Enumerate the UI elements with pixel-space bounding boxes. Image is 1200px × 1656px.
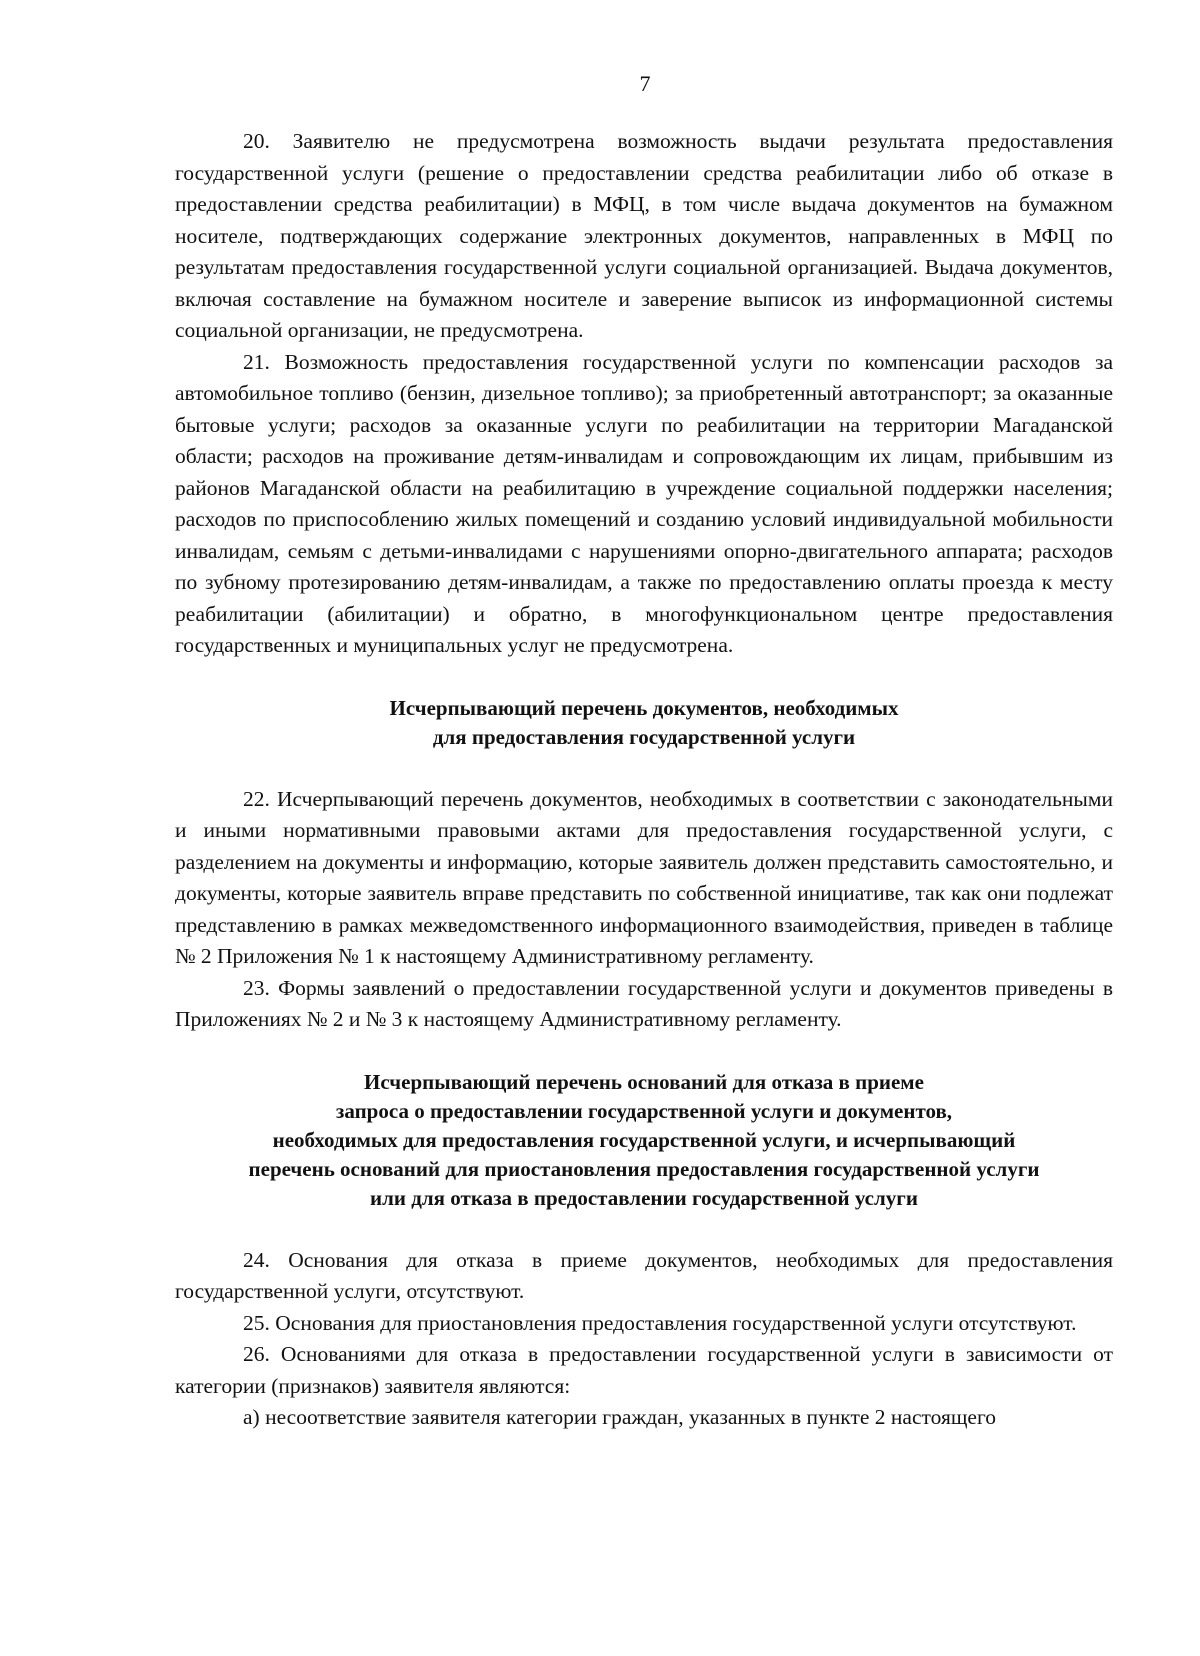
heading-line: Исчерпывающий перечень документов, необходимых: [389, 695, 899, 720]
paragraph-21: 21. Возможность предоставления государственной услуги по компенсации расходов за автомобильное топливо (бензин, дизельное топливо); за приобретенный автотранспорт; за оказанные бытовые услуги; расходов за оказанные услуги по реабилитации на территории Магаданской области; расходов на проживание детям-инвалидам и сопровождающим их лицам, прибывшим из районов Магаданской области на реабилитацию в учреждение социальной поддержки населения; расходов по приспособлению жилых помещений и созданию условий индивидуальной мобильности инвалидам, семьям с детьми-инвалидами с нарушениями опорно-двигательного аппарата; расходов по зубному протезированию детям-инвалидам, а также по предоставлению оплаты проезда к месту реабилитации (абилитации) и обратно, в многофункциональном центре предоставления государственных и муниципальных услуг не предусмотрена.: [175, 349, 1113, 657]
heading-line: Исчерпывающий перечень оснований для отказа в приеме: [364, 1069, 924, 1094]
heading-line: или для отказа в предоставлении государственной услуги: [370, 1185, 918, 1210]
heading-line: запроса о предоставлении государственной услуги и документов,: [335, 1098, 953, 1123]
section-heading-documents: [175, 694, 1113, 752]
paragraph-26-item-a: а) несоответствие заявителя категории граждан, указанных в пункте 2 настоящего: [243, 1405, 996, 1429]
paragraph-23: 23. Формы заявлений о предоставлении государственной услуги и документов приведены в Приложениях № 2 и № 3 к настоящему Административному регламенту.: [175, 975, 1113, 1031]
paragraph-22: 22. Исчерпывающий перечень документов, необходимых в соответствии с законодательными и иными нормативными правовыми актами для предоставления государственной услуги, с разделением на документы и информацию, которые заявитель должен представить самостоятельно, и документы, которые заявитель вправе представить по собственной инициативе, так как они подлежат представлению в рамках межведомственного информационного взаимодействия, приведен в таблице № 2 Приложения № 1 к настоящему Административному регламенту.: [175, 786, 1113, 968]
page-body: [175, 126, 1113, 1434]
paragraph-20: 20. Заявителю не предусмотрена возможность выдачи результата предоставления государственной услуги (решение о предоставлении средства реабилитации либо об отказе в предоставлении средства реабилитации) в МФЦ, в том числе выдача документов на бумажном носителе, подтверждающих содержание электронных документов, направленных в МФЦ по результатам предоставления государственной услуги социальной организацией. Выдача документов, включая составление на бумажном носителе и заверение выписок из информационной системы социальной организации, не предусмотрена.: [175, 129, 1113, 342]
paragraph-25: 25. Основания для приостановления предоставления государственной услуги отсутствуют.: [243, 1310, 1077, 1335]
paragraph-26: 26. Основаниями для отказа в предоставлении государственной услуги в зависимости от категории (признаков) заявителя являются:: [175, 1342, 1113, 1398]
paragraph-24: 24. Основания для отказа в приеме документов, необходимых для предоставления государственной услуги, отсутствуют.: [175, 1247, 1113, 1303]
page-number: 7: [639, 71, 651, 96]
section-heading-refusal-grounds: [175, 1068, 1113, 1213]
heading-line: необходимых для предоставления государственной услуги, и исчерпывающий: [272, 1127, 1016, 1152]
heading-line: перечень оснований для приостановления предоставления государственной услуги: [248, 1156, 1040, 1181]
heading-line: для предоставления государственной услуги: [432, 724, 856, 749]
